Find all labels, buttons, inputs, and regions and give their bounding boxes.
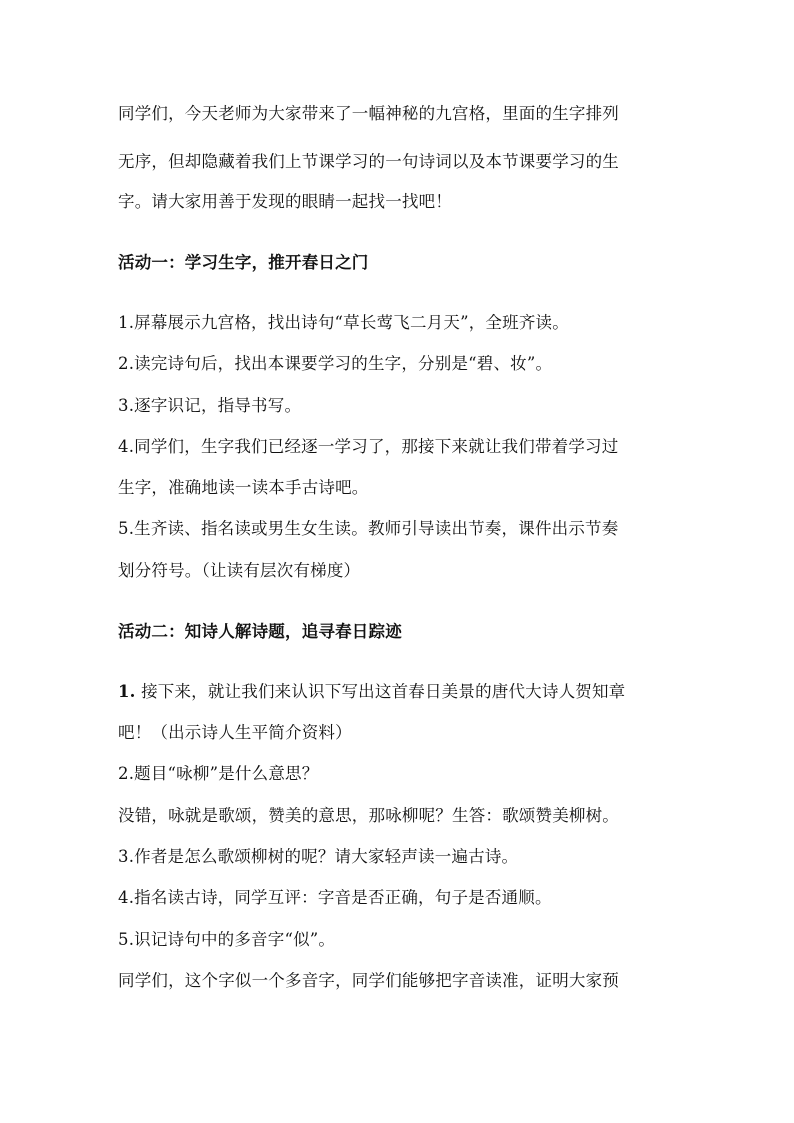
activity1-item: 生字，准确地读一读本手古诗吧。 xyxy=(118,478,369,497)
activity1-item: 5.生齐读、指名读或男生女生读。教师引导读出节奏，课件出示节奏 xyxy=(118,519,619,538)
intro-line-1: 同学们，今天老师为大家带来了一幅神秘的九宫格，里面的生字排列 xyxy=(118,104,619,123)
activity2-heading: 活动二：知诗人解诗题，追寻春日踪迹 xyxy=(118,622,402,641)
activity2-item: 同学们，这个字似一个多音字，同学们能够把字音读准，证明大家预 xyxy=(118,971,619,990)
activity2-item: 4.指名读古诗，同学互评：字音是否正确，句子是否通顺。 xyxy=(118,888,552,907)
activity2-item: 3.作者是怎么歌颂柳树的呢？请大家轻声读一遍古诗。 xyxy=(118,847,519,866)
intro-line-3: 字。请大家用善于发现的眼睛一起找一找吧！ xyxy=(118,192,452,211)
activity2-item: 2.题目“咏柳”是什么意思？ xyxy=(118,764,319,783)
activity1-item: 2.读完诗句后，找出本课要学习的生字，分别是“碧、妆”。 xyxy=(118,354,553,373)
activity1-heading: 活动一：学习生字，推开春日之门 xyxy=(118,253,369,272)
activity2-item: 没错，咏就是歌颂，赞美的意思，那咏柳呢？生答：歌颂赞美柳树。 xyxy=(118,806,619,825)
activity2-item: 吧！（出示诗人生平简介资料） xyxy=(118,723,352,742)
activity1-item: 划分符号。（让读有层次有梯度） xyxy=(118,561,361,580)
activity2-item-1-text: 接下来，就让我们来认识下写出这首春日美景的唐代大诗人贺知章 xyxy=(135,682,626,701)
activity2-item-1-number: 1. xyxy=(118,682,136,701)
activity1-item: 3.逐字识记，指导书写。 xyxy=(118,396,302,415)
activity1-item: 4.同学们，生字我们已经逐一学习了，那接下来就让我们带着学习过 xyxy=(118,437,619,456)
intro-line-2: 无序，但却隐藏着我们上节课学习的一句诗词以及本节课要学习的生 xyxy=(118,152,619,171)
activity2-item: 5.识记诗句中的多音字“似”。 xyxy=(118,930,336,949)
activity1-item: 1.屏幕展示九宫格，找出诗句“草长莺飞二月天”，全班齐读。 xyxy=(118,313,569,332)
activity2-item-1 xyxy=(118,681,688,703)
